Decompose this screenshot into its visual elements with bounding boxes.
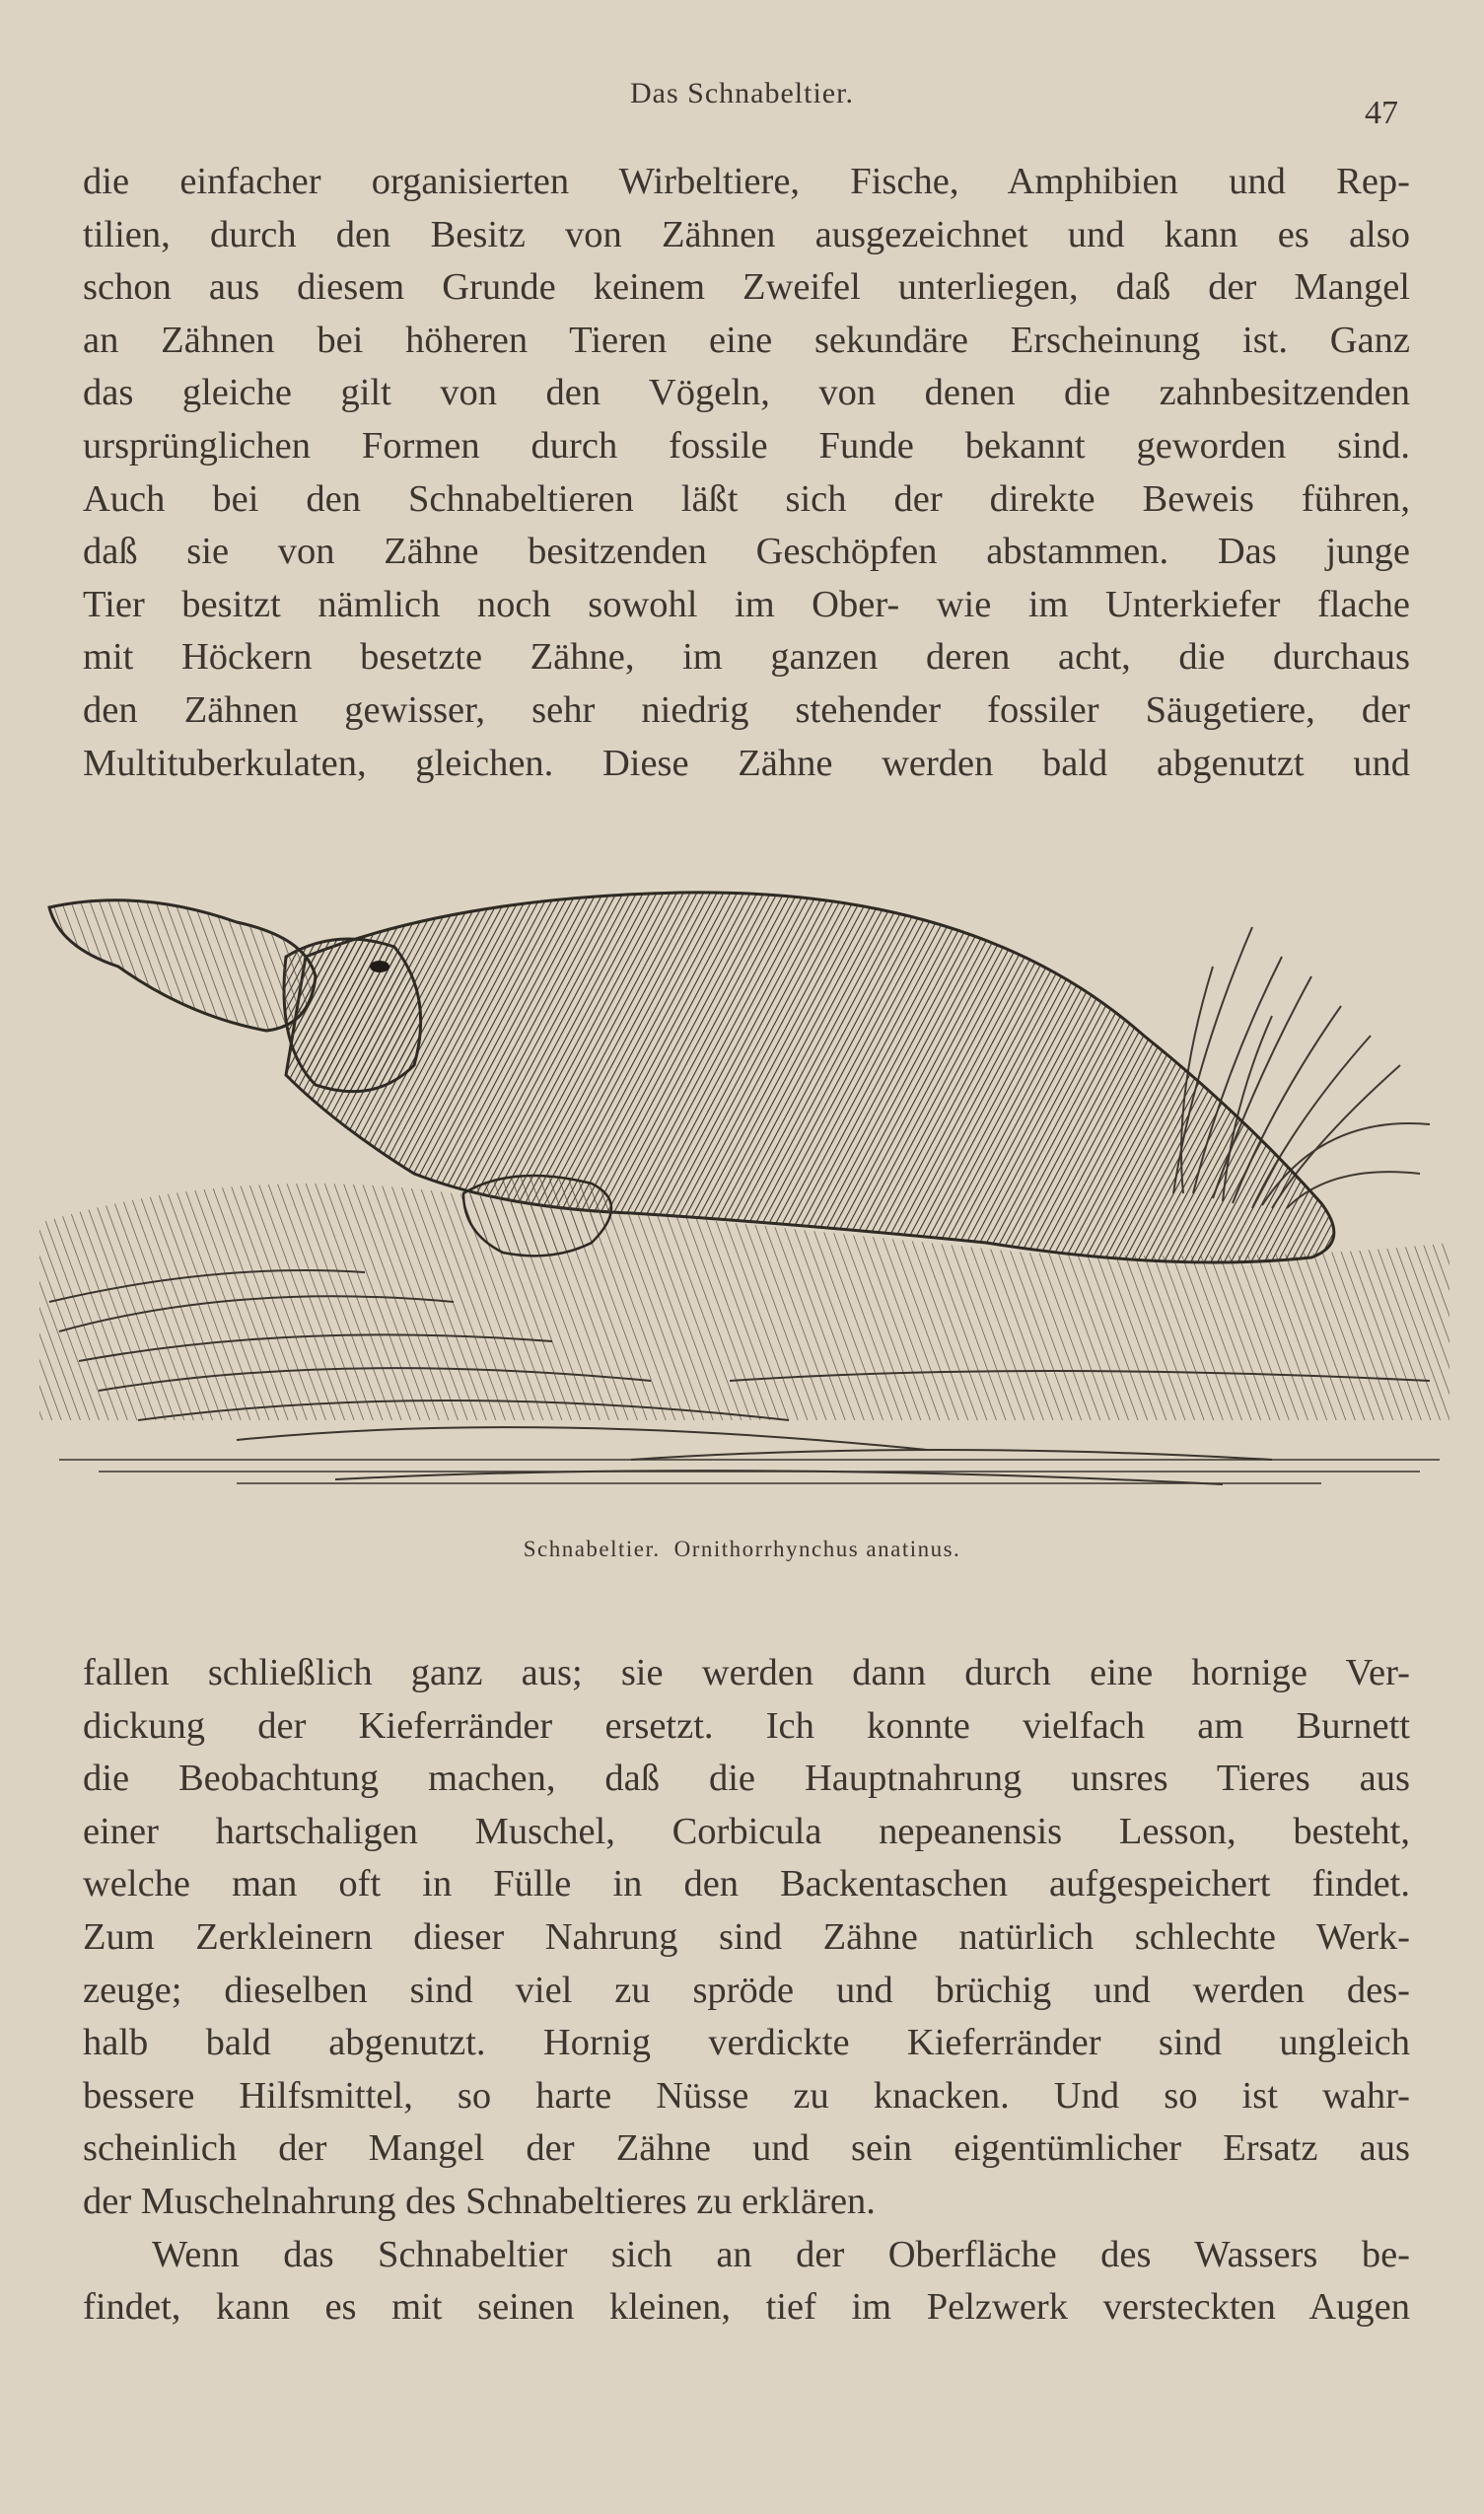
text-line: Zum Zerkleinern dieser Nahrung sind Zähne natürlich schlechte Werk-: [83, 1915, 1410, 1958]
text-line: halb bald abgenutzt. Hornig verdickte Kieferränder sind ungleich: [83, 2022, 1410, 2064]
text-line: welche man oft in Fülle in den Backentaschen aufgespeichert findet.: [83, 1863, 1410, 1905]
paragraph-bottom: [83, 1647, 1410, 2334]
text-line: Auch bei den Schnabeltieren läßt sich der direkte Beweis führen,: [83, 477, 1410, 520]
text-line: Tier besitzt nämlich noch sowohl im Ober- wie im Unterkiefer flache: [83, 583, 1410, 625]
text-line: daß sie von Zähne besitzenden Geschöpfen abstammen. Das junge: [83, 531, 1410, 573]
text-line: der Muschelnahrung des Schnabeltieres zu erklären.: [83, 2180, 876, 2222]
caption-common-name: Schnabeltier.: [523, 1537, 661, 1561]
platypus-eye: [370, 961, 389, 972]
page-number: 47: [1365, 95, 1398, 131]
text-line: bessere Hilfsmittel, so harte Nüsse zu knacken. Und so ist wahr-: [83, 2074, 1410, 2117]
text-line: mit Höckern besetzte Zähne, im ganzen deren acht, die durchaus: [83, 636, 1410, 679]
text-line: das gleiche gilt von den Vögeln, von denen die zahnbesitzenden: [83, 372, 1410, 414]
text-line: den Zähnen gewisser, sehr niedrig stehender fossiler Säugetiere, der: [83, 688, 1410, 731]
text-line: Multituberkulaten, gleichen. Diese Zähne werden bald abgenutzt und: [83, 742, 1410, 784]
caption-latin-name: Ornithorrhynchus anatinus.: [673, 1537, 961, 1561]
text-line: die Beobachtung machen, daß die Hauptnahrung unsres Tieres aus: [83, 1758, 1410, 1800]
text-line: fallen schließlich ganz aus; sie werden dann durch eine hornige Ver-: [83, 1652, 1410, 1693]
text-line: einer hartschaligen Muschel, Corbicula nepeanensis Lesson, besteht,: [83, 1810, 1410, 1852]
platypus-illustration: [39, 868, 1449, 1499]
figure-caption: [0, 1537, 1484, 1562]
platypus-bill: [49, 900, 316, 1031]
text-line: schon aus diesem Grunde keinem Zweifel unterliegen, daß der Mangel: [83, 266, 1410, 309]
text-line: findet, kann es mit seinen kleinen, tief im Pelzwerk versteckten Augen: [83, 2286, 1410, 2329]
paragraph-top: [83, 156, 1410, 790]
text-line: zeuge; dieselben sind viel zu spröde und brüchig und werden des-: [83, 1969, 1410, 2011]
text-line: tilien, durch den Besitz von Zähnen ausgezeichnet und kann es also: [83, 213, 1410, 255]
text-line: scheinlich der Mangel der Zähne und sein eigentümlicher Ersatz aus: [83, 2127, 1410, 2170]
text-line: Wenn das Schnabeltier sich an der Oberfläche des Wassers be-: [152, 2233, 1410, 2275]
text-line: ursprünglichen Formen durch fossile Funde bekannt geworden sind.: [83, 424, 1410, 467]
text-line: dickung der Kieferränder ersetzt. Ich konnte vielfach am Burnett: [83, 1704, 1410, 1747]
text-line: die einfacher organisierten Wirbeltiere, Fische, Amphibien und Rep-: [83, 161, 1410, 202]
water-lines: [59, 1460, 1440, 1483]
text-line: an Zähnen bei höheren Tieren eine sekundäre Erscheinung ist. Ganz: [83, 319, 1410, 361]
running-title: Das Schnabeltier.: [630, 77, 854, 109]
